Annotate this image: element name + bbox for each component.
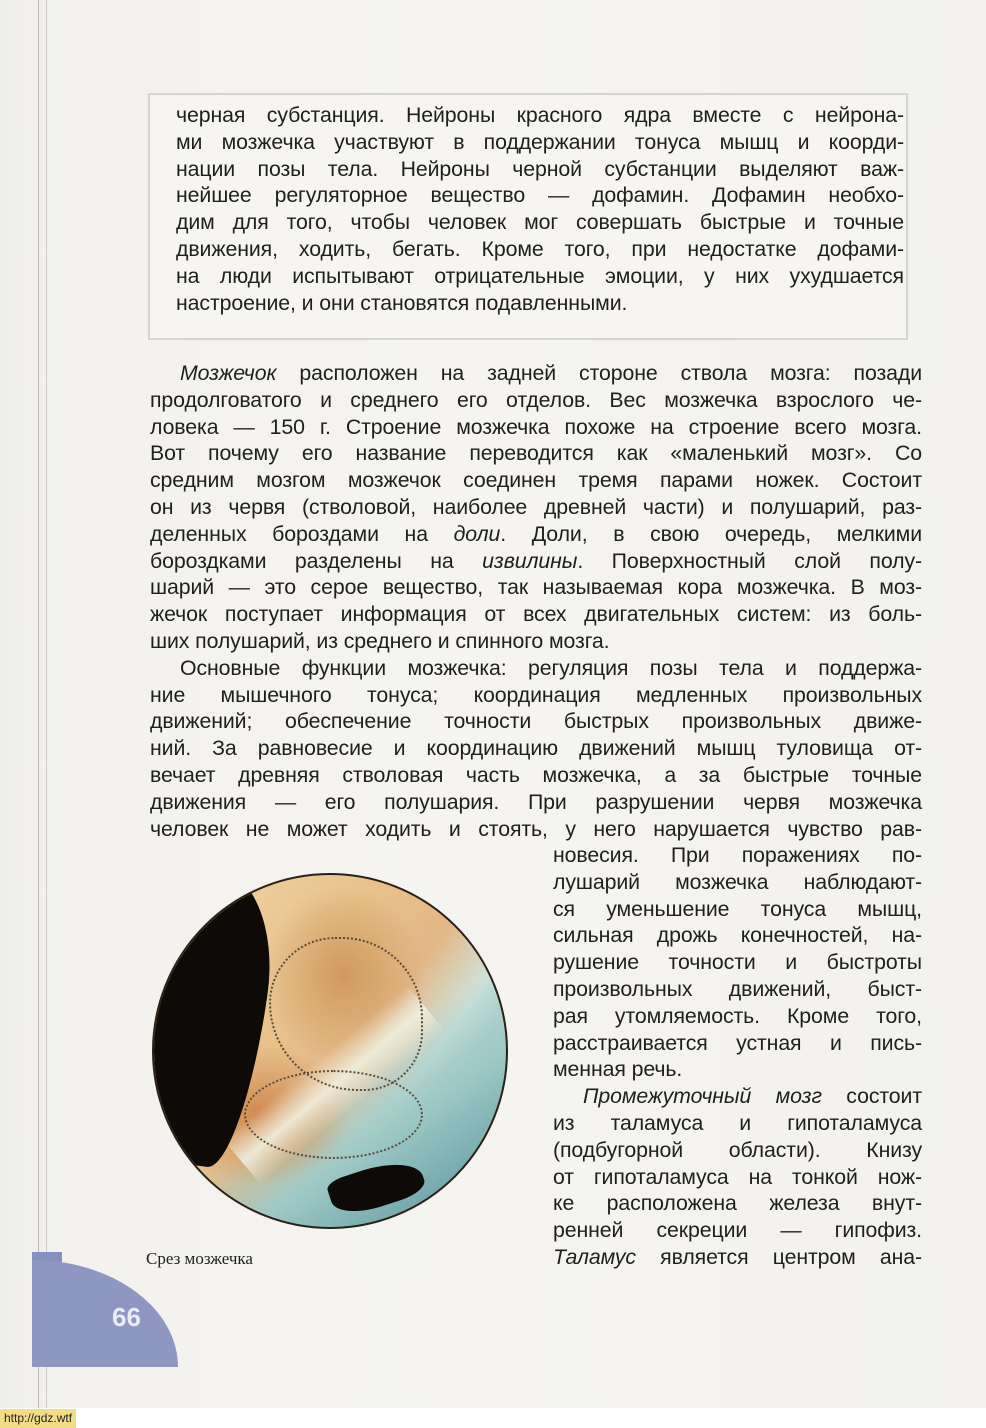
text-line: ми мозжечка участвуют в поддержании тонуса мышц и коорди- xyxy=(176,129,904,154)
text-line: ся уменьшение тонуса мышц, xyxy=(553,896,922,921)
text-line: ренней секреции — гипофиз. xyxy=(553,1218,922,1243)
main-text xyxy=(150,360,922,842)
term-gyri: извилины xyxy=(482,548,578,573)
term-cerebellum: Мозжечок xyxy=(180,361,277,385)
text-line: ний. За равновесие и координацию движений мышц туловища от- xyxy=(150,736,922,761)
text-line: Основные функции мозжечка: регуляция позы тела и поддержа- xyxy=(180,655,922,680)
text-line: нации позы тела. Нейроны черной субстанции выделяют важ- xyxy=(176,156,904,181)
paragraph-cerebellum-first-line xyxy=(150,360,922,387)
cerebellum-section-image xyxy=(152,873,508,1229)
page-number-tab xyxy=(32,1260,178,1367)
text-line: ние мышечного тонуса; координация медленных произвольных xyxy=(150,682,922,707)
text-run: расположен на задней стороне ствола мозга: позади xyxy=(276,361,922,385)
paragraph-diencephalon-first-line xyxy=(553,1083,922,1110)
text-line: средним мозгом мозжечок соединен тремя парами ножек. Состоит xyxy=(150,468,922,493)
binding-edge xyxy=(46,0,47,1408)
text-line: из таламуса и гипоталамуса xyxy=(553,1110,922,1135)
text-line: (подбугорной области). Книзу xyxy=(553,1137,922,1162)
text-line: вечает древняя стволовая часть мозжечка, а за быстрые точные xyxy=(150,762,922,787)
footer-link[interactable]: http://gdz.wtf xyxy=(0,1409,76,1428)
text-line xyxy=(150,521,922,548)
text-run: состоит xyxy=(821,1084,922,1109)
wrapped-text-column xyxy=(553,842,922,1271)
text-run: бороздками разделены на xyxy=(150,548,483,573)
text-line: настроение, и они становятся подавленными. xyxy=(176,290,628,315)
text-line: рая утомляемость. Кроме того, xyxy=(553,1003,922,1028)
text-line: расстраивается устная и пись- xyxy=(553,1030,922,1055)
term-diencephalon: Промежуточный мозг xyxy=(583,1084,822,1109)
text-line: произвольных движений, быст- xyxy=(553,976,922,1001)
text-line: от гипоталамуса на тонкой нож- xyxy=(553,1164,922,1189)
text-line xyxy=(150,548,922,575)
text-run: является центром ана- xyxy=(635,1244,922,1269)
text-line: ших полушарий, из среднего и спинного мозга. xyxy=(150,628,610,653)
text-line: он из червя (стволовой, наиболее древней части) и полушарий, раз- xyxy=(150,494,922,519)
text-line: жечок поступает информация от всех двигательных систем: из боль- xyxy=(150,602,922,627)
binding-edge xyxy=(38,0,39,1408)
box-text xyxy=(176,102,904,316)
text-line: ке расположена железа внут- xyxy=(553,1191,922,1216)
text-line: на люди испытывают отрицательные эмоции, у них ухудшается xyxy=(176,263,904,288)
text-line: продолговатого и среднего его отделов. Вес мозжечка взрослого че- xyxy=(150,387,922,412)
text-run: . Доли, в свою очередь, мелкими xyxy=(500,521,922,546)
dotted-outline xyxy=(269,937,423,1091)
text-line: движений; обеспечение точности быстрых произвольных движе- xyxy=(150,709,922,734)
dark-region xyxy=(325,1153,428,1220)
text-line: нейшее регуляторное вещество — дофамин. Дофамин необхо- xyxy=(176,183,904,208)
term-lobes: доли xyxy=(453,521,501,546)
text-run: деленных бороздами на xyxy=(150,521,454,546)
term-thalamus: Таламус xyxy=(553,1244,636,1269)
text-line: дим для того, чтобы человек мог совершать быстрые и точные xyxy=(176,210,904,235)
text-line: рушение точности и быстроты xyxy=(553,950,922,975)
text-line: движения, ходить, бегать. Кроме того, при недостатке дофами- xyxy=(176,236,904,261)
page-number: 66 xyxy=(112,1302,141,1332)
text-line xyxy=(553,1244,922,1271)
text-line: ловека — 150 г. Строение мозжечка похоже на строение всего мозга. xyxy=(150,414,922,439)
text-line: менная речь. xyxy=(553,1057,683,1082)
text-line: движения — его полушария. При разрушении червя мозжечка xyxy=(150,789,922,814)
text-run: . Поверхностный слой полу- xyxy=(577,548,922,573)
footer-bar xyxy=(0,1408,986,1428)
text-line: новесия. При поражениях по- xyxy=(553,843,922,867)
text-line: Вот почему его название переводится как «маленький мозг». Со xyxy=(150,441,922,466)
text-line: человек не может ходить и стоять, у него нарушается чувство рав- xyxy=(150,816,922,841)
figure-caption: Срез мозжечка xyxy=(146,1249,253,1268)
text-line: сильная дрожь конечностей, на- xyxy=(553,923,922,948)
text-line: шарий — это серое вещество, так называемая кора мозжечка. В моз- xyxy=(150,575,922,600)
text-line: лушарий мозжечка наблюдают- xyxy=(553,869,922,894)
text-line: черная субстанция. Нейроны красного ядра вместе с нейрона- xyxy=(176,103,904,127)
dotted-outline xyxy=(244,1070,423,1159)
